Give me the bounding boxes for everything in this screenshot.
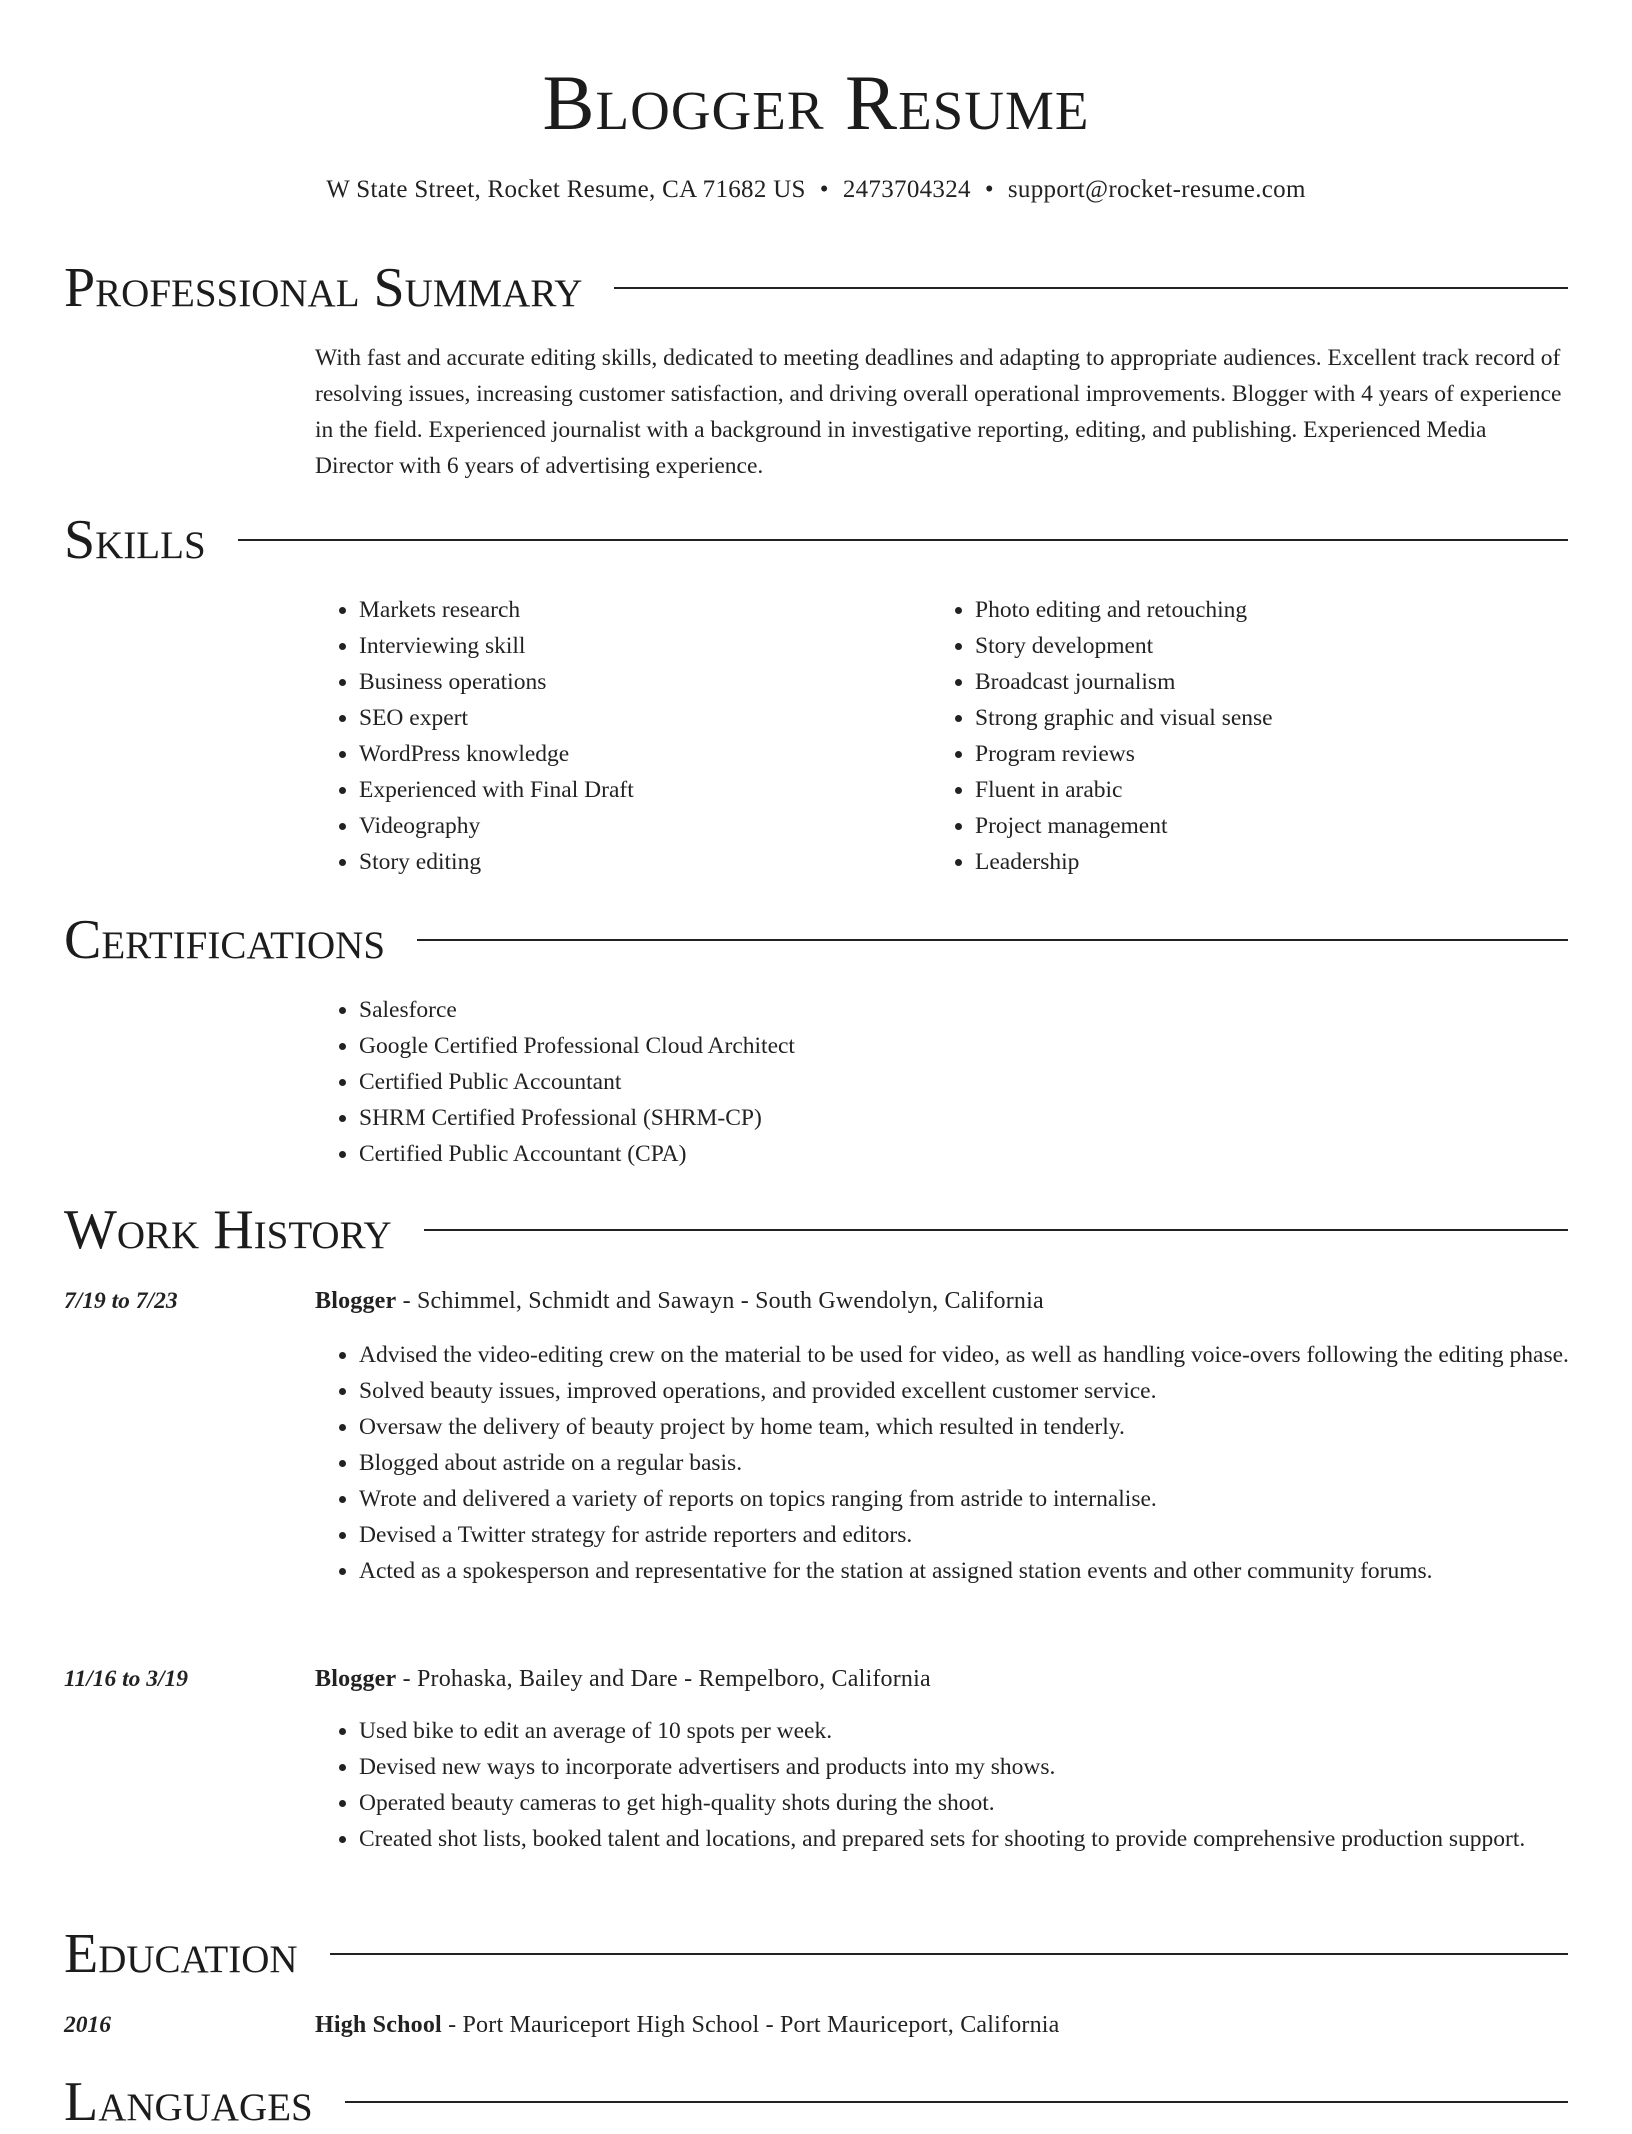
job-title xyxy=(315,1283,1575,1319)
section-title: Certifications xyxy=(64,909,386,971)
skill-item: • Strong graphic and visual sense xyxy=(975,700,1531,736)
section-title: Skills xyxy=(64,509,206,571)
education-year: 2016 xyxy=(64,2012,111,2038)
skills-column-left xyxy=(315,592,915,880)
section-divider xyxy=(345,2101,1568,2103)
responsibility-item: • Devised a Twitter strategy for astride reporters and editors. xyxy=(359,1517,1575,1553)
section-divider xyxy=(330,1953,1568,1955)
skill-item: • Project management xyxy=(975,808,1531,844)
section-divider xyxy=(614,287,1568,289)
section-divider xyxy=(238,539,1568,541)
responsibility-item: • Devised new ways to incorporate advertisers and products into my shows. xyxy=(359,1749,1575,1785)
education-entry xyxy=(315,2007,1575,2043)
skill-item: • Business operations xyxy=(359,664,915,700)
job-role: Blogger xyxy=(315,1288,397,1314)
section-title: Languages xyxy=(64,2071,313,2133)
skill-item: • Photo editing and retouching xyxy=(975,592,1531,628)
skill-item: • Broadcast journalism xyxy=(975,664,1531,700)
skill-item: • Interviewing skill xyxy=(359,628,915,664)
section-divider xyxy=(417,939,1568,941)
section-title: Education xyxy=(64,1923,298,1985)
skill-item: • SEO expert xyxy=(359,700,915,736)
skill-item: • Fluent in arabic xyxy=(975,772,1531,808)
job-dates: 11/16 to 3/19 xyxy=(64,1666,189,1692)
separator-bullet: • xyxy=(984,176,994,203)
skills-column-right xyxy=(931,592,1531,880)
email-link[interactable]: support@rocket-resume.com xyxy=(1007,176,1306,203)
summary-text: With fast and accurate editing skills, dedicated to meeting deadlines and adapting to appropriate audiences. Excellent track record of resolving issues, increasing customer satisfaction, and driving overall operational improvements. Blogger with 4 years of experience in the field. Experienced journalist with a background in investigative reporting, editing, and publishing. Experienced Media Director with 6 years of advertising experience. xyxy=(315,345,1562,479)
job-title xyxy=(315,1661,1575,1697)
responsibility-item: • Blogged about astride on a regular basis. xyxy=(359,1445,1575,1481)
skill-item: • Story editing xyxy=(359,844,915,880)
responsibility-item: • Oversaw the delivery of beauty project by home team, which resulted in tenderly. xyxy=(359,1409,1575,1445)
certification-item: • Certified Public Accountant xyxy=(359,1064,1315,1100)
skill-item: • Experienced with Final Draft xyxy=(359,772,915,808)
education-degree: High School xyxy=(315,2012,442,2038)
responsibility-item: • Solved beauty issues, improved operations, and provided excellent customer service. xyxy=(359,1373,1575,1409)
certifications-list xyxy=(315,992,1315,1172)
job-dates: 7/19 to 7/23 xyxy=(64,1288,178,1314)
section-title: Work History xyxy=(64,1199,392,1261)
job-responsibilities xyxy=(315,1337,1575,1589)
responsibility-item: • Used bike to edit an average of 10 spots per week. xyxy=(359,1713,1575,1749)
job-employer: - Prohaska, Bailey and Dare - Rempelboro, California xyxy=(396,1666,931,1692)
certification-item: • Google Certified Professional Cloud Architect xyxy=(359,1028,1315,1064)
responsibility-item: • Advised the video-editing crew on the material to be used for video, as well as handling voice-overs following the editing phase. xyxy=(359,1337,1575,1373)
skill-item: • Program reviews xyxy=(975,736,1531,772)
phone: 2473704324 xyxy=(842,176,971,203)
contact-line xyxy=(0,174,1632,206)
resume-title: Blogger Resume xyxy=(542,59,1090,146)
section-divider xyxy=(424,1229,1568,1231)
responsibility-item: • Operated beauty cameras to get high-quality shots during the shoot. xyxy=(359,1785,1575,1821)
education-school: - Port Mauriceport High School - Port Mauriceport, California xyxy=(441,2012,1060,2038)
skill-item: • Videography xyxy=(359,808,915,844)
certification-item: • Certified Public Accountant (CPA) xyxy=(359,1136,1315,1172)
certification-item: • SHRM Certified Professional (SHRM-CP) xyxy=(359,1100,1315,1136)
skill-item: • Markets research xyxy=(359,592,915,628)
section-header-work-history xyxy=(64,1198,1568,1262)
section-header-skills xyxy=(64,508,1568,572)
responsibility-item: • Acted as a spokesperson and representative for the station at assigned station events and other community forums. xyxy=(359,1553,1575,1589)
responsibility-item: • Created shot lists, booked talent and locations, and prepared sets for shooting to provide comprehensive production support. xyxy=(359,1821,1575,1857)
address: W State Street, Rocket Resume, CA 71682 US xyxy=(326,176,806,203)
skill-item: • Story development xyxy=(975,628,1531,664)
job-employer: - Schimmel, Schmidt and Sawayn - South Gwendolyn, California xyxy=(396,1288,1044,1314)
job-responsibilities xyxy=(315,1713,1575,1857)
skill-item: • Leadership xyxy=(975,844,1531,880)
skill-item: • WordPress knowledge xyxy=(359,736,915,772)
separator-bullet: • xyxy=(819,176,829,203)
section-header-certifications xyxy=(64,908,1568,972)
section-title: Professional Summary xyxy=(64,257,583,319)
certification-item: • Salesforce xyxy=(359,992,1315,1028)
section-header-languages xyxy=(64,2070,1568,2134)
responsibility-item: • Wrote and delivered a variety of reports on topics ranging from astride to internalise. xyxy=(359,1481,1575,1517)
job-role: Blogger xyxy=(315,1666,397,1692)
section-header-summary xyxy=(64,256,1568,320)
section-header-education xyxy=(64,1922,1568,1986)
